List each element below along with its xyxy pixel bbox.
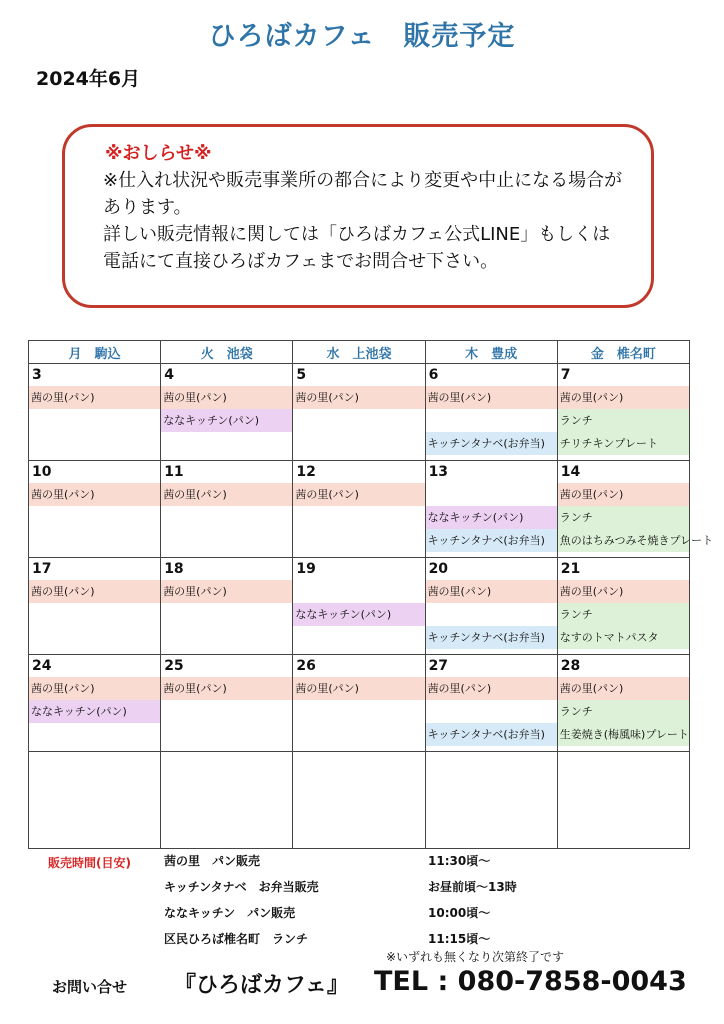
schedule-entry: 茜の里(パン): [426, 386, 557, 409]
day-number: 6: [428, 367, 439, 383]
day-number: 27: [428, 658, 449, 674]
schedule-entry: 茜の里(パン): [558, 677, 689, 700]
hours-time: 10:00頃～: [428, 906, 491, 920]
calendar-body: [29, 364, 714, 849]
contact-phone: TEL : 080-7858-0043: [374, 966, 687, 997]
schedule-entry: 茜の里(パン): [558, 386, 689, 409]
calendar-header-wed: 水 上池袋: [293, 341, 425, 364]
schedule-slot-empty: [161, 723, 292, 746]
day-number: 3: [32, 367, 42, 383]
calendar-week-row: [29, 752, 690, 849]
day-number: 4: [164, 367, 174, 383]
calendar-day-cell: [161, 364, 293, 461]
hours-time: 11:15頃～: [428, 932, 491, 946]
hours-row: [164, 878, 664, 904]
schedule-entry: ランチ: [558, 700, 689, 723]
notice-line: ※仕入れ状況や販売事業所の都合により変更や中止になる場合があります。: [103, 170, 623, 218]
schedule-slot-empty: [293, 432, 424, 455]
calendar-day-cell: [29, 752, 161, 849]
schedule-entry: キッチンタナベ(お弁当): [426, 529, 557, 552]
month-label: 2024年6月: [36, 68, 141, 90]
hours-label: 販売時間(目安): [48, 856, 131, 870]
schedule-slot-empty: [293, 409, 424, 432]
hours-vendor: 区民ひろば椎名町 ランチ: [164, 932, 309, 946]
day-number: 25: [164, 658, 184, 674]
day-number: 17: [32, 561, 52, 577]
schedule-entry: キッチンタナベ(お弁当): [426, 626, 557, 649]
calendar-day-cell: [425, 752, 557, 849]
schedule-entry: 茜の里(パン): [29, 386, 160, 409]
schedule-slot-empty: [29, 626, 160, 649]
contact-label: お問い合せ: [52, 978, 128, 996]
schedule-slot-empty: [29, 723, 160, 746]
schedule-entry: ななキッチン(パン): [426, 506, 557, 529]
day-number: 12: [296, 464, 316, 480]
calendar-header-thu: 木 豊成: [425, 341, 557, 364]
calendar-day-cell: [557, 461, 714, 558]
schedule-slot-empty: [161, 603, 292, 626]
schedule-entry: 茜の里(パン): [161, 677, 292, 700]
schedule-entry: 茜の里(パン): [29, 677, 160, 700]
calendar-day-cell: [293, 752, 425, 849]
notice-line: 詳しい販売情報に関しては「ひろばカフェ公式LINE」もしくは電話にて直接ひろばカフェまでお問合せ下さい。: [103, 224, 611, 272]
day-number: [29, 752, 160, 774]
schedule-slot-empty: [29, 432, 160, 455]
schedule-slot-empty: [161, 432, 292, 455]
calendar-day-cell: [161, 655, 293, 752]
day-number: 24: [32, 658, 52, 674]
schedule-entry: 茜の里(パン): [558, 483, 689, 506]
day-number: 26: [296, 658, 316, 674]
schedule-entry: ランチ: [558, 506, 689, 529]
calendar-day-cell: [425, 558, 557, 655]
day-number: 18: [164, 561, 184, 577]
schedule-entry: 茜の里(パン): [29, 580, 160, 603]
calendar-day-cell: [29, 655, 161, 752]
schedule-entry: キッチンタナベ(お弁当): [426, 432, 557, 455]
schedule-slot-empty: [293, 580, 424, 603]
hours-vendor: ななキッチン パン販売: [164, 906, 296, 920]
day-number: 13: [428, 464, 449, 480]
schedule-entry: 茜の里(パン): [29, 483, 160, 506]
schedule-entry: チリチキンプレート: [558, 432, 689, 455]
calendar-day-cell: [293, 655, 425, 752]
schedule-slot-empty: [161, 529, 292, 552]
calendar-day-cell: [293, 461, 425, 558]
schedule-entry: 茜の里(パン): [293, 386, 424, 409]
notice-heading: ※おしらせ※: [105, 143, 212, 164]
hours-time: 11:30頃～: [428, 854, 491, 868]
schedule-slot-empty: [426, 700, 557, 723]
schedule-slot-empty: [29, 529, 160, 552]
hours-vendor: キッチンタナベ お弁当販売: [164, 880, 319, 894]
day-number: [426, 752, 557, 774]
schedule-entry: キッチンタナベ(お弁当): [426, 723, 557, 746]
schedule-entry: ななキッチン(パン): [161, 409, 292, 432]
hours-row: [164, 904, 664, 930]
calendar-day-cell: [29, 461, 161, 558]
day-number: 14: [560, 464, 581, 480]
day-number: [558, 752, 689, 774]
notice-body: [103, 167, 623, 275]
calendar-week-row: [29, 364, 690, 461]
calendar-day-cell: [557, 558, 689, 655]
schedule-slot-empty: [426, 483, 557, 506]
day-number: 28: [560, 658, 581, 674]
calendar-day-cell: [161, 558, 293, 655]
schedule-entry: 茜の里(パン): [293, 677, 424, 700]
calendar-header-row: [29, 341, 690, 364]
calendar-day-cell: [557, 752, 689, 849]
schedule-entry: 生姜焼き(梅風味)プレート: [558, 723, 689, 746]
calendar-day-cell: [425, 461, 557, 558]
schedule-entry: 茜の里(パン): [426, 580, 557, 603]
notice-box: [62, 124, 654, 308]
hours-row: [164, 852, 664, 878]
schedule-slot-empty: [161, 506, 292, 529]
calendar-day-cell: [425, 655, 557, 752]
hours-time: お昼前頃～13時: [428, 880, 517, 894]
schedule-entry: ランチ: [558, 603, 689, 626]
calendar-day-cell: [425, 364, 557, 461]
calendar-week-row: [29, 655, 690, 752]
calendar-day-cell: [293, 558, 425, 655]
calendar-day-cell: [557, 655, 689, 752]
hours-list: [164, 852, 664, 956]
schedule-slot-empty: [293, 700, 424, 723]
calendar-day-cell: [29, 558, 161, 655]
day-number: 21: [560, 561, 581, 577]
schedule-entry: 茜の里(パン): [293, 483, 424, 506]
schedule-entry: ななキッチン(パン): [293, 603, 424, 626]
schedule-entry: 茜の里(パン): [161, 580, 292, 603]
day-number: 19: [296, 561, 316, 577]
calendar-header-tue: 火 池袋: [161, 341, 293, 364]
schedule-slot-empty: [293, 506, 424, 529]
page-title: ひろばカフェ 販売予定: [208, 21, 516, 52]
calendar-day-cell: [161, 752, 293, 849]
schedule-slot-empty: [161, 700, 292, 723]
schedule-slot-empty: [29, 506, 160, 529]
calendar-header-mon: 月 駒込: [29, 341, 161, 364]
day-number: [161, 752, 292, 774]
day-number: 11: [164, 464, 184, 480]
calendar-table: [28, 340, 714, 849]
schedule-slot-empty: [426, 409, 557, 432]
schedule-slot-empty: [293, 529, 424, 552]
calendar-day-cell: [161, 461, 293, 558]
schedule-slot-empty: [29, 603, 160, 626]
calendar-week-row: [29, 558, 690, 655]
schedule-entry: 茜の里(パン): [161, 483, 292, 506]
schedule-slot-empty: [293, 723, 424, 746]
schedule-entry: ランチ: [558, 409, 689, 432]
hours-note: ※いずれも無くなり次第終了です: [386, 950, 565, 964]
day-number: 7: [560, 367, 571, 383]
day-number: 10: [32, 464, 52, 480]
contact-name: 『ひろばカフェ』: [174, 973, 349, 998]
schedule-entry: 魚のはちみつみそ焼きプレート: [558, 529, 689, 552]
schedule-entry: なすのトマトパスタ: [558, 626, 689, 649]
schedule-entry: 茜の里(パン): [558, 580, 689, 603]
calendar-day-cell: [29, 364, 161, 461]
day-number: 20: [428, 561, 449, 577]
schedule-entry: 茜の里(パン): [426, 677, 557, 700]
schedule-slot-empty: [426, 603, 557, 626]
day-number: 5: [296, 367, 307, 383]
calendar-header-fri: 金 椎名町: [557, 341, 689, 364]
calendar-day-cell: [557, 364, 689, 461]
calendar-day-cell: [293, 364, 425, 461]
schedule-slot-empty: [293, 626, 424, 649]
schedule-slot-empty: [29, 409, 160, 432]
schedule-slot-empty: [161, 626, 292, 649]
schedule-entry: ななキッチン(パン): [29, 700, 160, 723]
schedule-entry: 茜の里(パン): [161, 386, 292, 409]
day-number: [293, 752, 424, 774]
hours-vendor: 茜の里 パン販売: [164, 854, 261, 868]
calendar-week-row: [29, 461, 690, 558]
